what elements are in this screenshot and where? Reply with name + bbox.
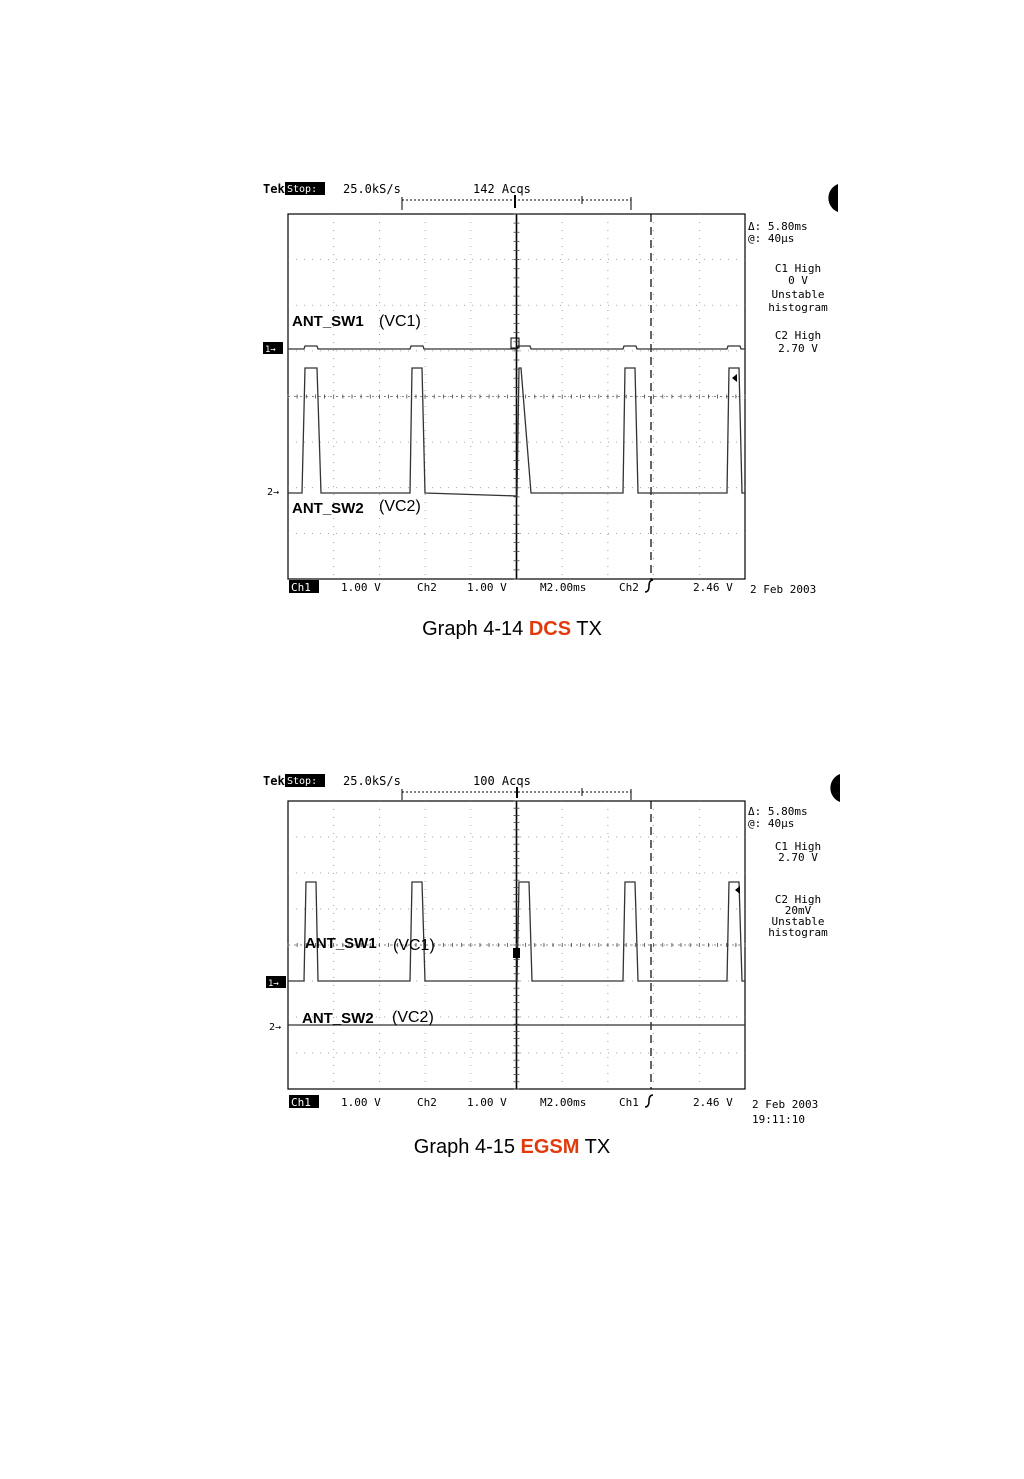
sig1-name: ANT_SW1 — [305, 935, 377, 952]
timebase: M2.00ms — [540, 581, 587, 594]
bottom-ch1-scale: 1.00 V — [341, 1096, 381, 1109]
sig1-paren: (VC1) — [379, 313, 421, 330]
caption-suffix: TX — [571, 618, 602, 640]
c1-title: C1 High — [774, 262, 822, 275]
status-dot-icon — [828, 184, 838, 212]
status-dot-icon — [830, 774, 840, 802]
c2-note1: Unstable — [771, 915, 825, 928]
date-stamp: 2 Feb 2003 — [750, 583, 817, 596]
rising-edge-icon — [645, 1095, 653, 1107]
brand-label: Tek — [263, 774, 285, 788]
sig2-name: ANT_SW2 — [292, 500, 364, 517]
trigger-source: Ch1 — [619, 1096, 639, 1109]
sig2-name: ANT_SW2 — [302, 1010, 374, 1027]
c2-title: C2 High — [774, 329, 822, 342]
timebase: M2.00ms — [540, 1096, 587, 1109]
acq-count: 142 Acqs — [473, 182, 531, 196]
caption-graph-4-14 — [0, 618, 1024, 641]
at-readout: @: 40µs — [748, 232, 795, 245]
c1-value: 0 V — [788, 274, 808, 287]
bottom-ch2-scale: 1.00 V — [467, 581, 507, 594]
caption-highlight: DCS — [528, 618, 572, 640]
time-stamp: 19:11:10 — [752, 1113, 805, 1126]
delta-readout: Δ: 5.80ms — [748, 220, 808, 233]
ch1-marker: 1→ — [265, 345, 276, 355]
scope-screenshot-dcs — [255, 178, 855, 608]
c2-note2: histogram — [768, 926, 828, 939]
sig1-paren: (VC1) — [393, 937, 435, 954]
caption-graph-4-15 — [0, 1136, 1024, 1159]
trigger-point-icon — [513, 948, 520, 958]
c1-note1: Unstable — [771, 288, 825, 301]
ch2-marker: 2→ — [267, 487, 280, 498]
sample-rate: 25.0kS/s — [343, 774, 401, 788]
graticule — [288, 214, 745, 579]
oscilloscope-display — [255, 178, 855, 608]
bottom-ch2: Ch2 — [417, 581, 437, 594]
c2-value: 20mV — [784, 904, 812, 917]
bottom-ch1-scale: 1.00 V — [341, 581, 381, 594]
trigger-arrow-icon — [732, 374, 737, 382]
c2-value: 2.70 V — [778, 342, 818, 355]
mode-label: Stop: — [287, 184, 318, 195]
date-stamp: 2 Feb 2003 — [752, 1098, 819, 1111]
c1-note2: histogram — [768, 301, 828, 314]
caption-suffix: TX — [579, 1136, 611, 1158]
trigger-arrow-icon — [735, 886, 740, 894]
c2-title: C2 High — [774, 893, 822, 906]
c1-value: 2.70 V — [778, 851, 818, 864]
ch1-marker: 1→ — [268, 979, 279, 989]
rising-edge-icon — [645, 580, 653, 592]
mode-label: Stop: — [287, 776, 318, 787]
caption-prefix: Graph 4-15 — [413, 1136, 521, 1158]
at-readout: @: 40µs — [748, 817, 795, 830]
sample-rate: 25.0kS/s — [343, 182, 401, 196]
delta-readout: Δ: 5.80ms — [748, 805, 808, 818]
sig2-paren: (VC2) — [392, 1009, 434, 1026]
c1-title: C1 High — [774, 840, 822, 853]
sig2-paren: (VC2) — [379, 498, 421, 515]
trigger-level: 2.46 V — [693, 1096, 733, 1109]
brand-label: Tek — [263, 182, 285, 196]
trigger-source: Ch2 — [619, 581, 639, 594]
caption-prefix: Graph 4-14 — [422, 618, 529, 640]
bottom-ch2-scale: 1.00 V — [467, 1096, 507, 1109]
sig1-name: ANT_SW1 — [292, 313, 364, 330]
bottom-ch2: Ch2 — [417, 1096, 437, 1109]
trigger-level: 2.46 V — [693, 581, 733, 594]
caption-highlight: EGSM — [520, 1136, 580, 1158]
ch2-marker: 2→ — [269, 1022, 282, 1033]
bottom-ch1: Ch1 — [291, 1096, 311, 1109]
acq-count: 100 Acqs — [473, 774, 531, 788]
bottom-ch1: Ch1 — [291, 581, 311, 594]
